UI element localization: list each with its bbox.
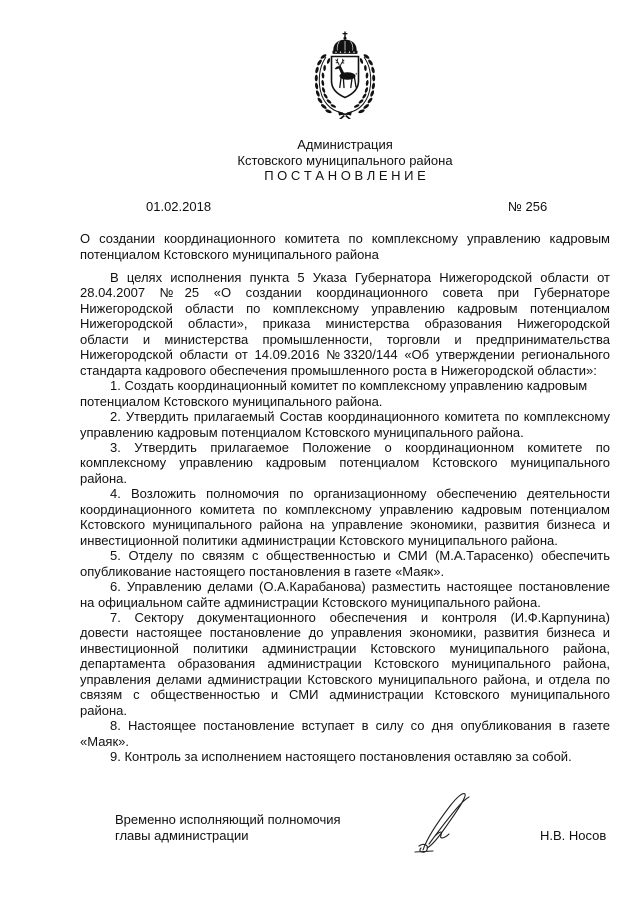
handwritten-signature	[405, 788, 485, 860]
paragraph-line: 8. Настоящее постановление вступает в силу со дня опубликования в газете	[110, 718, 610, 734]
paragraph-line: Нижегородской области», приказа министерства образования Нижегородской	[80, 316, 610, 332]
paragraph-item-3	[80, 440, 610, 486]
signatory-name: Н.В. Носов	[540, 828, 607, 843]
signatory-position	[115, 812, 341, 844]
document-body	[80, 270, 610, 765]
paragraph-line: 6. Управлению делами (О.А.Карабанова) разместить настоящее постановление	[110, 579, 610, 595]
document-number: № 256	[508, 199, 548, 214]
paragraph-line: Нижегородской области по комплексному управлению кадровым потенциалом	[80, 300, 610, 316]
paragraph-line: 5. Отделу по связям с общественностью и СМИ (М.А.Тарасенко) обеспечить	[110, 548, 610, 564]
organization-name: Администрация	[297, 137, 393, 152]
paragraph-line: инвестиционной политики администрации Кстовского муниципального района.	[80, 532, 558, 548]
paragraph-item-6	[80, 579, 610, 610]
paragraph-line: Нижегородской области от 14.09.2016 №3320/144 «Об утверждении регионального	[80, 347, 610, 363]
paragraph-line: довести настоящее постановление до управления экономики, развития бизнеса и	[80, 625, 610, 641]
paragraph-item-2	[80, 409, 610, 440]
paragraph-line: координационного комитета по комплексному управлению кадровым потенциалом	[80, 501, 610, 517]
paragraph-line: стандарта кадрового обеспечения промышленного роста в Нижегородской области»:	[80, 362, 597, 378]
coat-of-arms-icon	[305, 31, 385, 119]
paragraph-line: инвестиционной политики администрации Кстовского муниципального района,	[80, 640, 610, 656]
paragraph-line: 7. Сектору документационного обеспечения и контроля (И.Ф.Карпунина)	[110, 609, 610, 625]
paragraph-item-7	[80, 610, 610, 718]
paragraph-line: 2. Утвердить прилагаемый Состав координационного комитета по комплексному	[110, 409, 610, 425]
paragraph-preamble	[80, 270, 610, 378]
document-header	[80, 137, 610, 184]
paragraph-line: 4. Возложить полномочия по организационному обеспечению деятельности	[110, 486, 610, 502]
paragraph-item-8	[80, 718, 610, 749]
title-line: О создании координационного комитета по комплексному управлению кадровым	[80, 231, 610, 246]
paragraph-line: комплексному управлению кадровым потенциалом Кстовского муниципального	[80, 455, 610, 471]
paragraph-line: района.	[80, 702, 127, 718]
paragraph-line: 9. Контроль за исполнением настоящего постановления оставляю за собой.	[110, 749, 572, 765]
paragraph-line: 3. Утвердить прилагаемое Положение о координационном комитете по	[110, 439, 610, 455]
paragraph-line: управлению кадровым потенциалом Кстовского муниципального района.	[80, 424, 524, 440]
paragraph-line: потенциалом Кстовского муниципального района.	[80, 393, 383, 409]
title-line: потенциалом Кстовского муниципального района	[80, 247, 379, 262]
document-title	[80, 231, 610, 263]
paragraph-line: опубликование настоящего постановления в газете «Маяк».	[80, 563, 445, 579]
paragraph-line: области и министерства промышленности, торговли и предпринимательства	[80, 331, 610, 347]
paragraph-line: департамента образования администрации Кстовского муниципального района,	[80, 656, 610, 672]
signatory-position-line: Временно исполняющий полномочия	[115, 812, 341, 827]
paragraph-line: связям с общественностью и СМИ администрации Кстовского муниципального	[80, 687, 610, 703]
paragraph-line: «Маяк».	[80, 733, 130, 749]
paragraph-line: В целях исполнения пункта 5 Указа Губернатора Нижегородской области от	[110, 270, 610, 285]
paragraph-line: Кстовского муниципального района на управление экономики, развития бизнеса и	[80, 517, 610, 533]
paragraph-line: района.	[80, 470, 127, 486]
paragraph-line: 1. Создать координационный комитет по комплексному управлению кадровым	[110, 378, 588, 394]
paragraph-line: 28.04.2007 №25 «О создании координационного совета при Губернаторе	[80, 285, 610, 301]
paragraph-item-4	[80, 486, 610, 548]
district-name: Кстовского муниципального района	[237, 152, 453, 168]
paragraph-line: на официальном сайте администрации Кстовского муниципального района.	[80, 594, 541, 610]
paragraph-line: управления делами администрации Кстовского муниципального района, и отдела по	[80, 671, 610, 687]
paragraph-item-9	[80, 749, 610, 764]
signatory-position-line: главы администрации	[115, 828, 249, 843]
paragraph-item-5	[80, 548, 610, 579]
document-type: П О С Т А Н О В Л Е Н И Е	[264, 168, 426, 183]
paragraph-item-1	[80, 378, 610, 409]
document-date: 01.02.2018	[146, 199, 212, 214]
